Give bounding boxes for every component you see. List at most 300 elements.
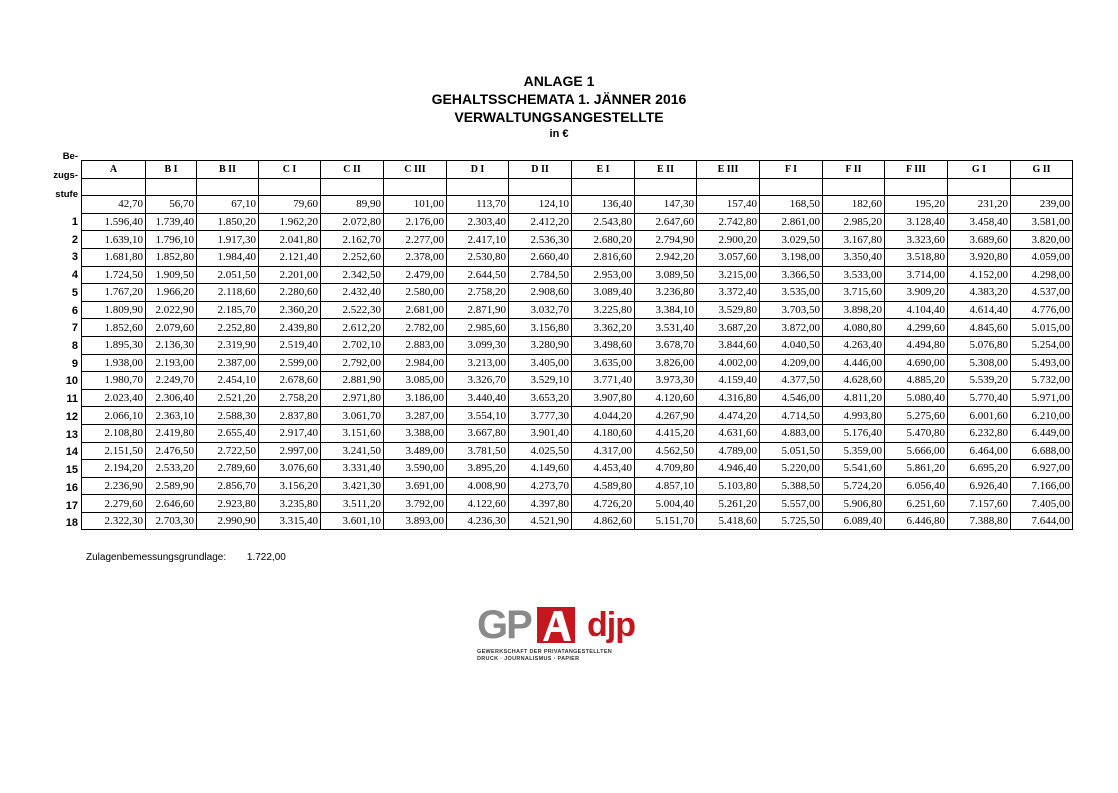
table-cell: 2.041,80 [259, 231, 321, 249]
stufe-number: 14 [65, 446, 78, 459]
table-cell: 3.777,30 [509, 407, 572, 425]
table-cell: 4.104,40 [885, 301, 948, 319]
table-cell: 3.032,70 [509, 301, 572, 319]
table-cell: 3.529,80 [697, 301, 760, 319]
title-verwaltungsangestellte: VERWALTUNGSANGESTELLTE [454, 109, 664, 125]
table-cell: 2.883,00 [384, 336, 447, 354]
table-cell: 2.703,30 [146, 512, 197, 530]
table-cell: 147,30 [635, 196, 697, 214]
table-cell: 5.076,80 [948, 336, 1011, 354]
table-cell: 2.280,60 [259, 284, 321, 302]
currency-unit: in € [549, 128, 569, 140]
table-cell: 5.080,40 [885, 389, 948, 407]
table-row [82, 284, 1073, 302]
table-cell: 168,50 [760, 196, 823, 214]
table-cell: 6.464,00 [948, 442, 1011, 460]
table-cell: 3.151,60 [321, 424, 384, 442]
table-cell [697, 178, 760, 196]
table-cell: 239,00 [1011, 196, 1073, 214]
table-cell: 1.850,20 [197, 213, 259, 231]
table-cell: 136,40 [572, 196, 635, 214]
table-cell: 2.419,80 [146, 424, 197, 442]
table-row [82, 266, 1073, 284]
table-cell: 3.213,00 [447, 354, 509, 372]
table-cell: 4.562,50 [635, 442, 697, 460]
table-cell: 3.323,60 [885, 231, 948, 249]
table-cell: 4.521,90 [509, 512, 572, 530]
table-cell: 3.601,10 [321, 512, 384, 530]
table-cell: 2.201,00 [259, 266, 321, 284]
table-cell: 5.861,20 [885, 460, 948, 478]
table-cell: 2.589,90 [146, 477, 197, 495]
table-cell: 5.004,40 [635, 495, 697, 513]
table-cell: 2.660,40 [509, 248, 572, 266]
table-cell: 3.689,60 [948, 231, 1011, 249]
table-cell: 5.051,50 [760, 442, 823, 460]
table-cell: 5.725,50 [760, 512, 823, 530]
table-cell: 3.156,80 [509, 319, 572, 337]
table-cell: 4.589,80 [572, 477, 635, 495]
table-cell: 4.631,60 [697, 424, 760, 442]
table-cell: 2.118,60 [197, 284, 259, 302]
table-cell: 1.767,20 [82, 284, 146, 302]
table-cell: 2.176,00 [384, 213, 447, 231]
table-cell: 2.439,80 [259, 319, 321, 337]
table-cell: 3.350,40 [823, 248, 885, 266]
column-header: E III [697, 161, 760, 179]
table-cell: 5.275,60 [885, 407, 948, 425]
column-header: G I [948, 161, 1011, 179]
table-cell: 2.185,70 [197, 301, 259, 319]
table-cell [197, 178, 259, 196]
table-cell: 4.080,80 [823, 319, 885, 337]
table-cell: 2.279,60 [82, 495, 146, 513]
table-cell: 4.122,60 [447, 495, 509, 513]
table-cell: 4.040,50 [760, 336, 823, 354]
table-cell: 5.418,60 [697, 512, 760, 530]
stufe-number: 15 [65, 464, 78, 477]
table-row [82, 354, 1073, 372]
table-cell [384, 178, 447, 196]
table-cell: 5.359,00 [823, 442, 885, 460]
table-cell: 2.680,20 [572, 231, 635, 249]
table-cell: 4.209,00 [760, 354, 823, 372]
table-cell: 3.057,60 [697, 248, 760, 266]
table-cell: 5.557,00 [760, 495, 823, 513]
table-cell: 3.280,90 [509, 336, 572, 354]
table-cell: 5.015,00 [1011, 319, 1073, 337]
table-cell: 3.898,20 [823, 301, 885, 319]
table-cell: 2.702,10 [321, 336, 384, 354]
table-cell: 231,20 [948, 196, 1011, 214]
table-cell: 2.789,60 [197, 460, 259, 478]
table-cell [572, 178, 635, 196]
table-cell: 2.837,80 [259, 407, 321, 425]
table-cell: 3.691,00 [384, 477, 447, 495]
table-cell: 2.646,60 [146, 495, 197, 513]
table-cell: 1.966,20 [146, 284, 197, 302]
table-cell: 2.432,40 [321, 284, 384, 302]
table-cell: 7.405,00 [1011, 495, 1073, 513]
table-cell: 4.120,60 [635, 389, 697, 407]
stufe-number: 13 [65, 428, 78, 441]
table-cell: 5.732,00 [1011, 372, 1073, 390]
table-cell: 4.180,60 [572, 424, 635, 442]
table-cell: 2.322,30 [82, 512, 146, 530]
table-cell: 2.066,10 [82, 407, 146, 425]
table-cell: 1.938,00 [82, 354, 146, 372]
table-cell: 2.722,50 [197, 442, 259, 460]
table-cell: 3.099,30 [447, 336, 509, 354]
table-cell: 2.022,90 [146, 301, 197, 319]
stufe-number: 6 [71, 304, 78, 317]
table-cell: 2.051,50 [197, 266, 259, 284]
table-cell: 4.299,60 [885, 319, 948, 337]
table-cell: 4.614,40 [948, 301, 1011, 319]
table-cell: 1.724,50 [82, 266, 146, 284]
table-cell [146, 178, 197, 196]
table-cell: 6.089,40 [823, 512, 885, 530]
stufe-number: 2 [71, 233, 78, 246]
table-cell: 2.871,90 [447, 301, 509, 319]
table-cell: 3.518,80 [885, 248, 948, 266]
stufe-number: 10 [65, 375, 78, 388]
logo-a-icon [537, 607, 575, 643]
column-header: F II [823, 161, 885, 179]
table-cell: 3.225,80 [572, 301, 635, 319]
table-cell: 2.378,00 [384, 248, 447, 266]
table-cell: 3.781,50 [447, 442, 509, 460]
gpa-djp-logo [477, 603, 642, 661]
table-cell: 67,10 [197, 196, 259, 214]
table-cell: 3.331,40 [321, 460, 384, 478]
table-cell: 2.342,50 [321, 266, 384, 284]
table-cell: 2.162,70 [321, 231, 384, 249]
table-cell: 3.635,00 [572, 354, 635, 372]
table-cell: 3.703,50 [760, 301, 823, 319]
table-cell [885, 178, 948, 196]
table-cell: 2.193,00 [146, 354, 197, 372]
table-cell: 3.895,20 [447, 460, 509, 478]
stufe-number: 5 [71, 286, 78, 299]
table-cell: 4.885,20 [885, 372, 948, 390]
column-header: F III [885, 161, 948, 179]
table-row [82, 248, 1073, 266]
table-cell: 4.811,20 [823, 389, 885, 407]
table-cell: 2.794,90 [635, 231, 697, 249]
table-cell: 2.647,60 [635, 213, 697, 231]
table-cell: 6.926,40 [948, 477, 1011, 495]
table-cell: 3.235,80 [259, 495, 321, 513]
table-cell: 4.263,40 [823, 336, 885, 354]
table-cell: 3.372,40 [697, 284, 760, 302]
logo-a-box [537, 607, 575, 643]
stufe-number: 8 [71, 340, 78, 353]
table-cell: 4.993,80 [823, 407, 885, 425]
table-cell: 5.261,20 [697, 495, 760, 513]
table-row [82, 213, 1073, 231]
table-cell: 4.273,70 [509, 477, 572, 495]
table-cell: 3.061,70 [321, 407, 384, 425]
table-cell: 5.470,80 [885, 424, 948, 442]
table-cell: 2.194,20 [82, 460, 146, 478]
table-cell: 3.089,40 [572, 284, 635, 302]
table-cell: 3.715,60 [823, 284, 885, 302]
table-cell [509, 178, 572, 196]
table-cell: 1.639,10 [82, 231, 146, 249]
table-cell: 3.076,60 [259, 460, 321, 478]
table-cell: 5.724,20 [823, 477, 885, 495]
table-cell: 1.980,70 [82, 372, 146, 390]
table-cell: 2.856,70 [197, 477, 259, 495]
table-cell: 182,60 [823, 196, 885, 214]
table-cell: 79,60 [259, 196, 321, 214]
table-cell: 2.252,60 [321, 248, 384, 266]
table-cell: 1.909,50 [146, 266, 197, 284]
column-header: E I [572, 161, 635, 179]
table-cell: 2.108,80 [82, 424, 146, 442]
table-row [82, 319, 1073, 337]
table-cell: 4.025,50 [509, 442, 572, 460]
table-cell: 42,70 [82, 196, 146, 214]
table-cell: 4.862,60 [572, 512, 635, 530]
table-cell: 7.388,80 [948, 512, 1011, 530]
table-cell: 3.458,40 [948, 213, 1011, 231]
table-cell: 1.796,10 [146, 231, 197, 249]
table-cell: 2.072,80 [321, 213, 384, 231]
table-cell: 4.159,40 [697, 372, 760, 390]
column-header: C I [259, 161, 321, 179]
table-cell: 2.644,50 [447, 266, 509, 284]
table-cell: 5.103,80 [697, 477, 760, 495]
table-cell: 1.852,60 [82, 319, 146, 337]
table-cell: 113,70 [447, 196, 509, 214]
column-header: D II [509, 161, 572, 179]
table-row [82, 407, 1073, 425]
document-title-block [0, 72, 1118, 141]
table-cell: 2.990,90 [197, 512, 259, 530]
table-cell: 1.895,30 [82, 336, 146, 354]
table-cell: 2.530,80 [447, 248, 509, 266]
title-anlage: ANLAGE 1 [523, 73, 595, 89]
table-cell: 3.581,00 [1011, 213, 1073, 231]
table-cell: 3.531,40 [635, 319, 697, 337]
stufe-number: 18 [65, 517, 78, 530]
logo-gp-text: GP [477, 603, 531, 647]
table-cell: 3.215,00 [697, 266, 760, 284]
table-cell [635, 178, 697, 196]
table-cell: 3.893,00 [384, 512, 447, 530]
table-cell: 4.453,40 [572, 460, 635, 478]
table-cell: 4.546,00 [760, 389, 823, 407]
table-cell: 1.596,40 [82, 213, 146, 231]
table-cell: 3.236,80 [635, 284, 697, 302]
table-cell: 7.644,00 [1011, 512, 1073, 530]
table-cell: 3.326,70 [447, 372, 509, 390]
table-cell: 4.857,10 [635, 477, 697, 495]
table-cell: 4.845,60 [948, 319, 1011, 337]
table-cell: 2.816,60 [572, 248, 635, 266]
table-cell: 3.973,30 [635, 372, 697, 390]
table-cell: 2.079,60 [146, 319, 197, 337]
table-cell: 4.709,80 [635, 460, 697, 478]
table-cell: 2.479,00 [384, 266, 447, 284]
table-cell: 2.521,20 [197, 389, 259, 407]
table-cell: 3.678,70 [635, 336, 697, 354]
table-cell: 2.306,40 [146, 389, 197, 407]
table-row [82, 442, 1073, 460]
table-cell: 3.792,00 [384, 495, 447, 513]
table-cell: 5.541,60 [823, 460, 885, 478]
table-cell: 6.688,00 [1011, 442, 1073, 460]
table-cell: 3.241,50 [321, 442, 384, 460]
column-header: C II [321, 161, 384, 179]
table-cell: 4.044,20 [572, 407, 635, 425]
table-cell: 4.690,00 [885, 354, 948, 372]
table-cell: 3.771,40 [572, 372, 635, 390]
table-header-row [82, 161, 1073, 179]
table-cell: 5.906,80 [823, 495, 885, 513]
table-cell: 2.782,00 [384, 319, 447, 337]
table-cell: 2.277,00 [384, 231, 447, 249]
table-cell: 2.985,20 [823, 213, 885, 231]
table-row [82, 336, 1073, 354]
column-header: D I [447, 161, 509, 179]
table-cell: 6.210,00 [1011, 407, 1073, 425]
table-cell: 5.770,40 [948, 389, 1011, 407]
blank-row [82, 178, 1073, 196]
table-cell: 5.666,00 [885, 442, 948, 460]
table-cell: 3.315,40 [259, 512, 321, 530]
table-cell: 2.881,90 [321, 372, 384, 390]
table-cell: 5.388,50 [760, 477, 823, 495]
column-header: A [82, 161, 146, 179]
table-cell: 5.220,00 [760, 460, 823, 478]
table-cell [321, 178, 384, 196]
table-cell: 3.529,10 [509, 372, 572, 390]
stufe-header-line: Be- [62, 151, 78, 162]
table-cell: 7.157,60 [948, 495, 1011, 513]
table-cell: 4.714,50 [760, 407, 823, 425]
table-cell: 3.714,00 [885, 266, 948, 284]
table-cell: 3.421,30 [321, 477, 384, 495]
table-cell: 3.029,50 [760, 231, 823, 249]
table-cell: 4.316,80 [697, 389, 760, 407]
table-cell: 4.415,20 [635, 424, 697, 442]
column-header: B I [146, 161, 197, 179]
table-cell: 89,90 [321, 196, 384, 214]
table-cell: 124,10 [509, 196, 572, 214]
table-cell: 4.267,90 [635, 407, 697, 425]
stufe-number: 9 [71, 357, 78, 370]
table-cell: 3.872,00 [760, 319, 823, 337]
table-row [82, 301, 1073, 319]
table-cell: 2.681,00 [384, 301, 447, 319]
table-cell: 2.543,80 [572, 213, 635, 231]
table-cell: 2.971,80 [321, 389, 384, 407]
table-cell: 4.152,00 [948, 266, 1011, 284]
table-cell: 6.449,00 [1011, 424, 1073, 442]
table-cell: 1.739,40 [146, 213, 197, 231]
table-cell: 3.511,20 [321, 495, 384, 513]
table-cell: 6.251,60 [885, 495, 948, 513]
table-row [82, 495, 1073, 513]
table-cell [447, 178, 509, 196]
table-cell: 2.655,40 [197, 424, 259, 442]
table-cell: 2.121,40 [259, 248, 321, 266]
table-cell: 1.809,90 [82, 301, 146, 319]
table-cell: 5.151,70 [635, 512, 697, 530]
table-cell: 1.681,80 [82, 248, 146, 266]
table-cell: 6.446,80 [885, 512, 948, 530]
table-cell: 2.758,20 [447, 284, 509, 302]
column-header: F I [760, 161, 823, 179]
table-cell: 2.536,30 [509, 231, 572, 249]
table-cell: 6.232,80 [948, 424, 1011, 442]
table-cell: 4.397,80 [509, 495, 572, 513]
stufe-number: 16 [65, 481, 78, 494]
table-cell: 2.417,10 [447, 231, 509, 249]
table-cell: 5.493,00 [1011, 354, 1073, 372]
table-cell: 5.254,00 [1011, 336, 1073, 354]
table-row [82, 231, 1073, 249]
table-row [82, 460, 1073, 478]
table-cell: 7.166,00 [1011, 477, 1073, 495]
table-cell: 195,20 [885, 196, 948, 214]
table-cell: 3.667,80 [447, 424, 509, 442]
table-cell: 3.156,20 [259, 477, 321, 495]
table-cell: 2.612,20 [321, 319, 384, 337]
table-cell: 2.303,40 [447, 213, 509, 231]
table-cell: 3.920,80 [948, 248, 1011, 266]
table-cell: 2.792,00 [321, 354, 384, 372]
table-cell: 2.953,00 [572, 266, 635, 284]
logo-djp-text: djp [587, 606, 635, 644]
table-cell: 4.474,20 [697, 407, 760, 425]
table-cell [823, 178, 885, 196]
table-cell: 3.198,00 [760, 248, 823, 266]
table-cell: 6.001,60 [948, 407, 1011, 425]
table-cell: 4.946,40 [697, 460, 760, 478]
table-cell: 2.387,00 [197, 354, 259, 372]
table-cell: 4.298,00 [1011, 266, 1073, 284]
table-cell: 6.056,40 [885, 477, 948, 495]
table-cell: 4.236,30 [447, 512, 509, 530]
table-cell: 2.023,40 [82, 389, 146, 407]
table-cell: 1.852,80 [146, 248, 197, 266]
table-cell: 3.089,50 [635, 266, 697, 284]
table-cell: 2.758,20 [259, 389, 321, 407]
table-row [82, 389, 1073, 407]
zulage-label: Zulagenbemessungsgrundlage: [86, 552, 227, 563]
table-cell [760, 178, 823, 196]
table-cell: 1.962,20 [259, 213, 321, 231]
table-cell: 56,70 [146, 196, 197, 214]
table-cell: 2.522,30 [321, 301, 384, 319]
table-cell: 2.151,50 [82, 442, 146, 460]
table-cell: 4.002,00 [697, 354, 760, 372]
table-cell: 2.533,20 [146, 460, 197, 478]
table-cell: 3.653,20 [509, 389, 572, 407]
table-cell: 3.687,20 [697, 319, 760, 337]
table-cell: 5.308,00 [948, 354, 1011, 372]
table-cell: 2.454,10 [197, 372, 259, 390]
table-cell: 4.008,90 [447, 477, 509, 495]
stufe-number: 12 [65, 410, 78, 423]
table-cell: 2.599,00 [259, 354, 321, 372]
table-cell: 3.287,00 [384, 407, 447, 425]
table-row [82, 424, 1073, 442]
